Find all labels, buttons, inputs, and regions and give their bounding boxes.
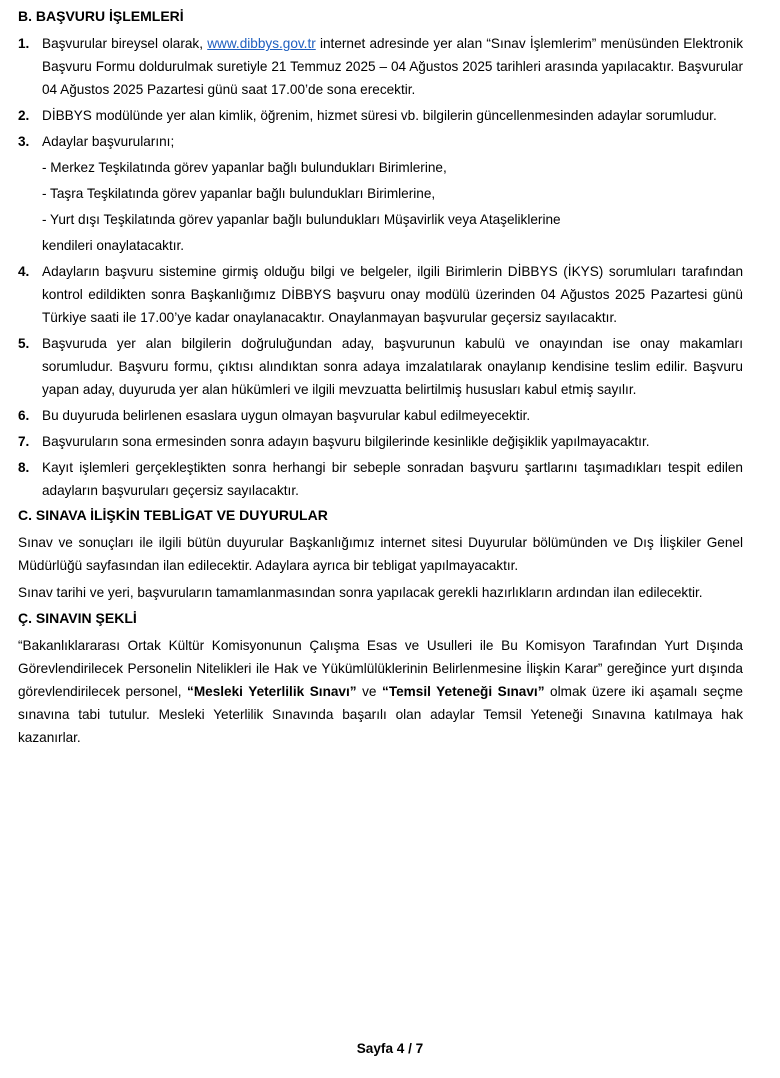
dibbys-link[interactable]: www.dibbys.gov.tr (207, 36, 316, 51)
item-number: 3. (18, 134, 30, 149)
text-segment: olmak üzere iki aşamalı seçme sınavına tabi tutulur. Mesleki Yeterlilik Sınavında başarılı olan adaylar Temsil Yeteneği Sınavına katılmaya hak kazanırlar. (18, 684, 743, 745)
section-cc-heading: Ç. SINAVIN ŞEKLİ (18, 610, 137, 626)
list-item-4 (18, 260, 743, 329)
sub-item-tail: kendileri onaylatacaktır. (42, 238, 185, 253)
list-item-8 (18, 456, 743, 502)
item-number: 2. (18, 108, 30, 123)
section-b-heading: B. BAŞVURU İŞLEMLERİ (18, 8, 184, 24)
item-number: 1. (18, 36, 30, 51)
list-item-3 (18, 130, 743, 257)
paragraph: Sınav ve sonuçları ile ilgili bütün duyurular Başkanlığımız internet sitesi Duyurular bölümünden ve Dış İlişkiler Genel Müdürlüğü sayfasından ilan edilecektir. Adaylara ayrıca bir tebligat yapılmayacaktır. (18, 535, 743, 573)
sub-item: - Merkez Teşkilatında görev yapanlar bağlı bulundukları Birimlerine, (42, 160, 447, 175)
item-text: Bu duyuruda belirlenen esaslara uygun olmayan başvurular kabul edilmeyecektir. (42, 408, 531, 423)
sub-item: - Taşra Teşkilatında görev yapanlar bağlı bulundukları Birimlerine, (42, 186, 436, 201)
item-number: 6. (18, 408, 30, 423)
item-text: internet adresinde yer alan “Sınav İşlemlerim” menüsünden Elektronik Başvuru Formu doldurulmak suretiyle 21 Temmuz 2025 – 04 Ağustos 2025 tarihleri arasında yapılacaktır. Başvurular 04 Ağustos 2025 Pazartesi günü saat 17.00’de sona erecektir. (42, 36, 743, 97)
item-number: 8. (18, 460, 30, 475)
bold-exam-name: “Temsil Yeteneği Sınavı” (382, 684, 545, 699)
item-text: Başvuruda yer alan bilgilerin doğruluğundan aday, başvurunun kabulü ve onayından ise onay makamları sorumludur. Başvuru formu, çıktısı alındıktan sonra adaya imzalatılarak onaylanıp kendisine teslim edilir. Başvuru yapan aday, duyuruda yer alan hükümleri ve ilgili mevzuatta belirtilmiş hususları kabul etmiş sayılır. (42, 336, 743, 397)
item-number: 5. (18, 336, 30, 351)
text-segment: “Bakanlıklararası Ortak Kültür Komisyonunun Çalışma Esas ve Usulleri ile Bu Komisyon Tarafından Yurt Dışında Görevlendirilecek Personelin Nitelikleri ile Hak ve Yükümlülüklerinin Belirlenmesine İlişkin Karar” gereğince yurt dışında görevlendirilecek personel, (18, 638, 743, 699)
item-text: Adayların başvuru sistemine girmiş olduğu bilgi ve belgeler, ilgili Birimlerin DİBBYS (İKYS) sorumluları tarafından kontrol edildikten sonra Başkanlığımız DİBBYS başvuru onay modülü üzerinden 04 Ağustos 2025 Pazartesi günü Türkiye saati ile 17.00’ye kadar onaylanacaktır. Onaylanmayan başvurular geçersiz sayılacaktır. (42, 264, 743, 325)
list-item-1 (18, 32, 743, 101)
item-text: Kayıt işlemleri gerçekleştikten sonra herhangi bir sebeple sonradan başvuru şartlarını taşımadıkları tespit edilen adayların başvuruları geçersiz sayılacaktır. (42, 460, 743, 498)
list-item-6 (18, 404, 743, 427)
list-item-7 (18, 430, 743, 453)
item-number: 4. (18, 264, 30, 279)
section-c-heading: C. SINAVA İLİŞKİN TEBLİGAT VE DUYURULAR (18, 507, 328, 523)
sub-item: - Yurt dışı Teşkilatında görev yapanlar bağlı bulundukları Müşavirlik veya Ataşeliklerine (42, 212, 561, 227)
item-text: Başvurular bireysel olarak, (42, 36, 208, 51)
page-number: Sayfa 4 / 7 (356, 1041, 424, 1056)
list-item-2 (18, 104, 743, 127)
document-page (18, 6, 743, 753)
text-segment: ve (356, 684, 383, 699)
item-text: Başvuruların sona ermesinden sonra adayın başvuru bilgilerinde kesinlikle değişiklik yapılmayacaktır. (42, 434, 650, 449)
item-number: 7. (18, 434, 30, 449)
paragraph (18, 634, 743, 749)
paragraph: Sınav tarihi ve yeri, başvuruların tamamlanmasından sonra yapılacak gerekli hazırlıkların ardından ilan edilecektir. (18, 585, 703, 600)
item-text: Adaylar başvurularını; (42, 134, 175, 149)
item-text: DİBBYS modülünde yer alan kimlik, öğrenim, hizmet süresi vb. bilgilerin güncellenmesinden adaylar sorumludur. (42, 108, 717, 123)
list-item-5 (18, 332, 743, 401)
bold-exam-name: “Mesleki Yeterlilik Sınavı” (187, 684, 357, 699)
